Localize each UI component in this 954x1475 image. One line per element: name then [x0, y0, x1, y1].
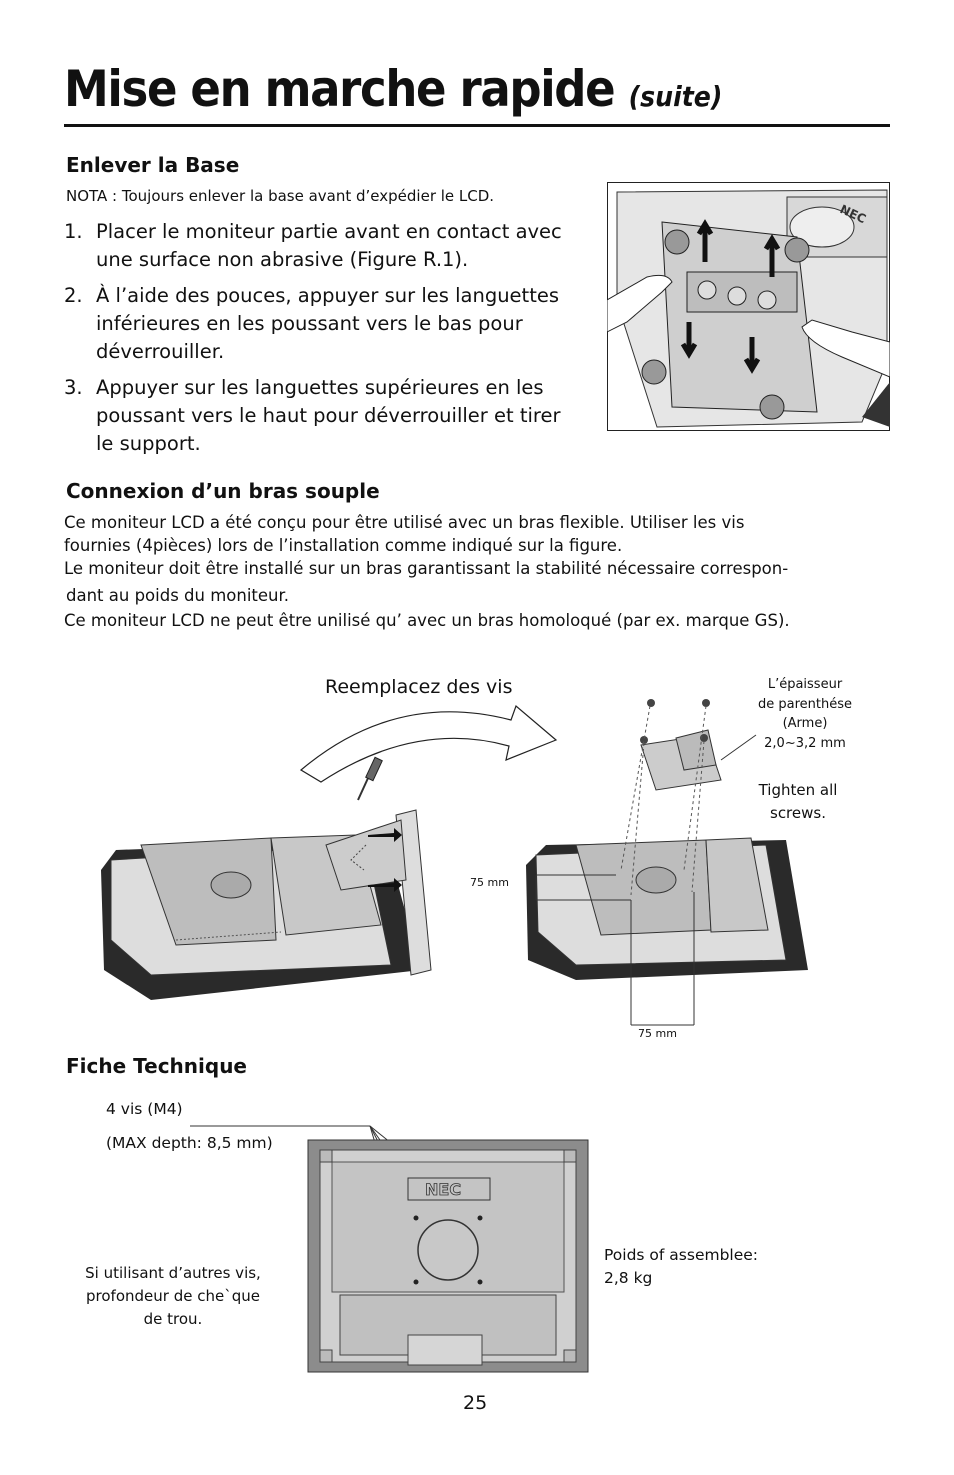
screw-icon: [700, 734, 708, 742]
step-text: À l’aide des pouces, appuyer sur les languettes inférieures en les poussant vers le bas pour déverrouiller.: [96, 284, 560, 363]
weight-line: Poids of assemblee:: [604, 1246, 759, 1264]
screws-label: 4 vis (M4): [106, 1100, 183, 1118]
step-number: 2.: [64, 284, 83, 307]
thickness-line: de parenthése: [757, 696, 852, 712]
paragraph-line: Ce moniteur LCD a été conçu pour être utilisé avec un bras flexible. Utiliser les vis: [64, 513, 745, 532]
step-number: 3.: [64, 376, 83, 399]
weight-label: [604, 1244, 758, 1290]
title-suffix: (suite): [628, 80, 723, 113]
dimension-horizontal-label: 75 mm: [638, 1027, 677, 1040]
figure-logo: NEC: [837, 202, 869, 227]
tighten-label: [745, 779, 851, 825]
step-item: [64, 218, 574, 274]
depth-label: (MAX depth: 8,5 mm): [106, 1134, 273, 1152]
screw-hole-icon: [414, 1280, 419, 1285]
note-line: de trou.: [143, 1310, 203, 1328]
screw-hole-icon: [478, 1280, 483, 1285]
page-number: 25: [463, 1392, 488, 1414]
paragraph-line: dant au poids du moniteur.: [66, 586, 290, 605]
screw-icon: [702, 699, 710, 707]
screw-icon: [647, 699, 655, 707]
page-title: [64, 54, 722, 132]
thickness-line: (Arme): [782, 716, 828, 731]
section-paragraph: [64, 511, 864, 632]
step-text: Placer le moniteur partie avant en contact avec une surface non abrasive (Figure R.1).: [96, 220, 562, 271]
section-heading-enlever: Enlever la Base: [66, 153, 240, 177]
section-heading-bras: Connexion d’un bras souple: [66, 479, 380, 503]
step-text: Appuyer sur les languettes supérieures en les poussant vers le haut pour déverrouiller et tirer le support.: [96, 376, 561, 455]
thickness-label: [745, 675, 865, 753]
note-line: profondeur de che`que: [86, 1287, 260, 1305]
nec-logo-back: NEC: [425, 1180, 462, 1199]
figure-remove-base: [607, 182, 890, 431]
screw-hole-icon: [478, 1216, 483, 1221]
other-screws-note: [70, 1262, 276, 1331]
curved-arrow-icon: [301, 706, 556, 782]
step-number: 1.: [64, 220, 83, 243]
tighten-line: Tighten all: [758, 781, 838, 799]
dimension-vertical-label: 75 mm: [470, 876, 509, 889]
thickness-line: 2,0~3,2 mm: [764, 735, 846, 751]
section-note: NOTA : Toujours enlever la base avant d’expédier le LCD.: [66, 187, 495, 205]
steps-list: [64, 218, 574, 466]
note-line: Si utilisant d’autres vis,: [85, 1264, 261, 1282]
weight-line: 2,8 kg: [604, 1269, 653, 1287]
paragraph-line: Le moniteur doit être installé sur un bras garantissant la stabilité nécessaire correspon-: [64, 559, 789, 578]
section-heading-fiche: Fiche Technique: [66, 1054, 247, 1078]
replace-screws-label: Reemplacez des vis: [325, 676, 513, 698]
step-item: [64, 282, 574, 366]
title-rule: [64, 124, 890, 127]
figure-monitor-back: [180, 1120, 600, 1380]
paragraph-line: fournies (4pièces) lors de l’installation comme indiqué sur la figure.: [64, 536, 623, 555]
paragraph-line: Ce moniteur LCD ne peut être unilisé qu’ avec un bras homoloqué (par ex. marque GS).: [64, 611, 790, 630]
tighten-line: screws.: [770, 804, 826, 822]
thickness-line: L’épaisseur: [767, 677, 843, 692]
step-item: [64, 374, 574, 458]
title-main: Mise en marche rapide: [64, 60, 615, 118]
screw-hole-icon: [414, 1216, 419, 1221]
